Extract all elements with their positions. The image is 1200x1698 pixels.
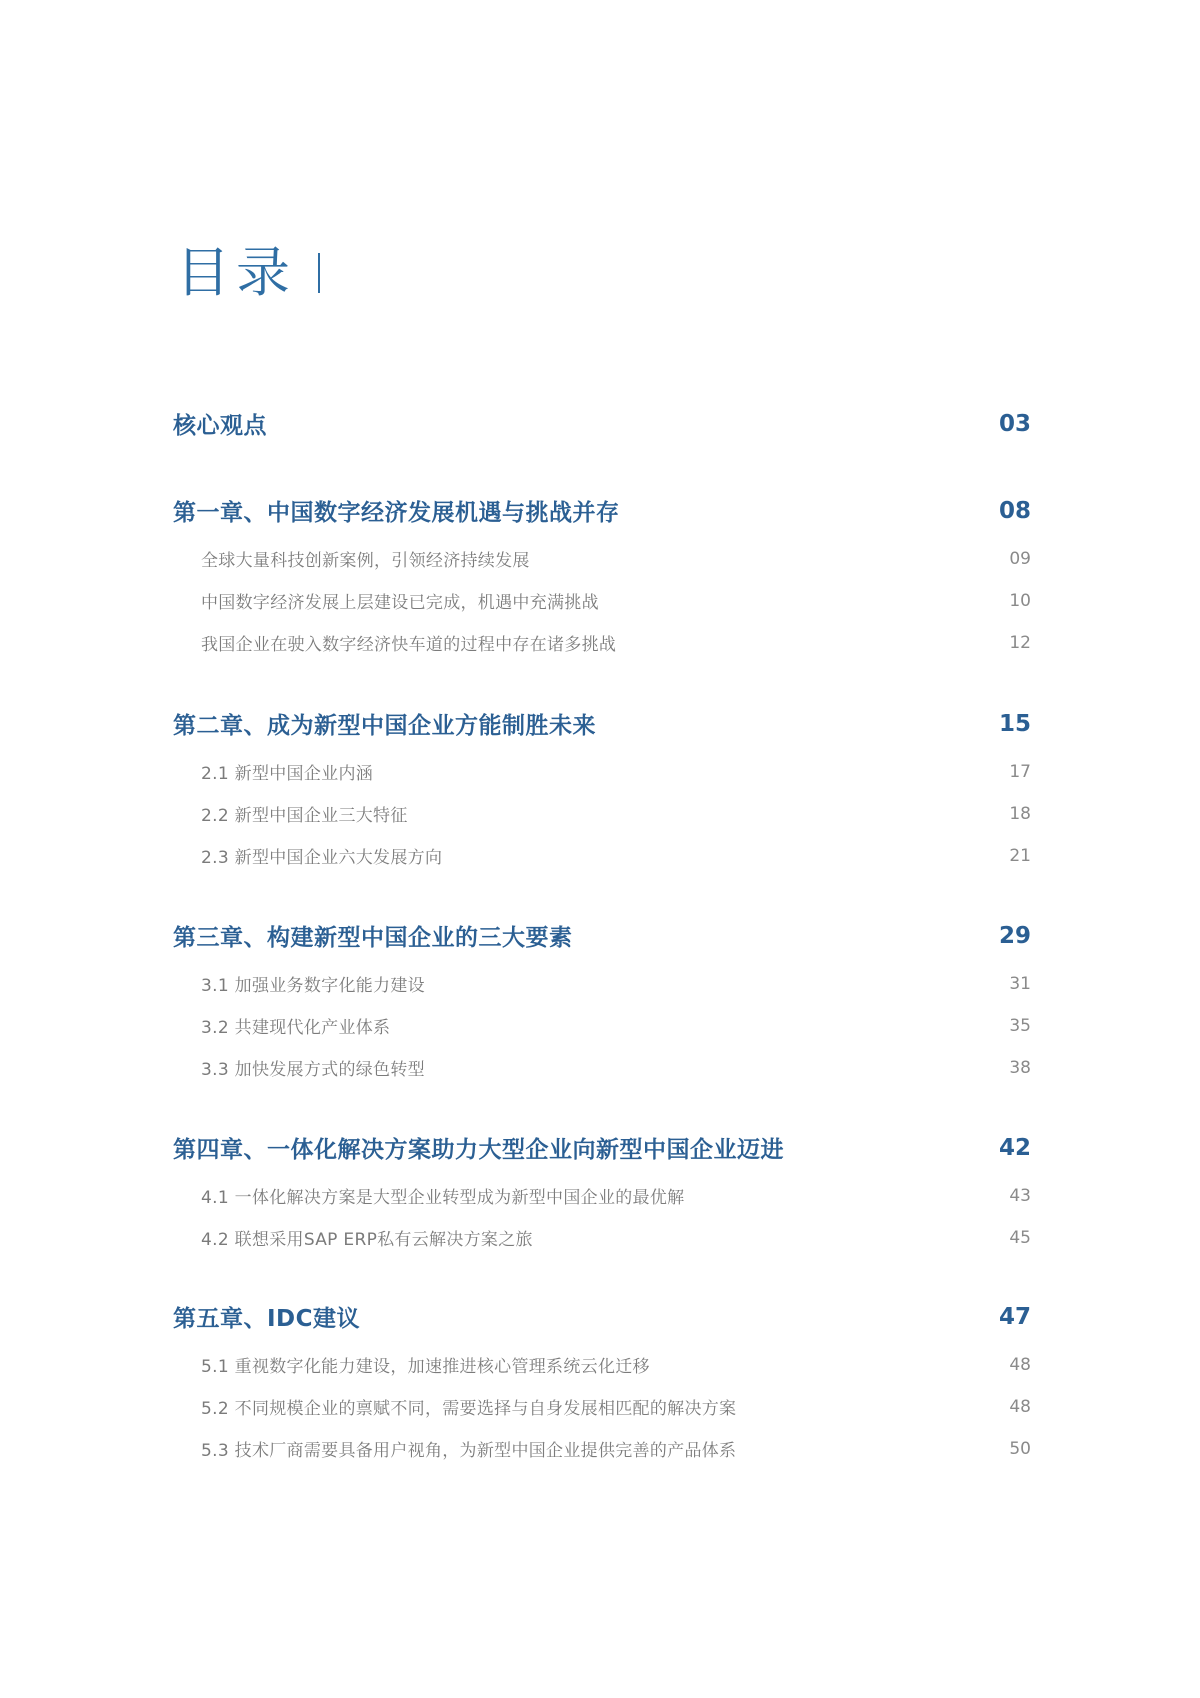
section-page-number: 21 xyxy=(1009,845,1031,866)
toc-entry-section[interactable] xyxy=(173,801,1031,826)
section-title: 3.3 加快发展方式的绿色转型 xyxy=(201,1060,425,1080)
chapter-title: 第三章、构建新型中国企业的三大要素 xyxy=(173,925,573,951)
section-title: 2.1 新型中国企业内涵 xyxy=(201,764,374,784)
section-page-number: 48 xyxy=(1009,1354,1031,1375)
section-title: 5.3 技术厂商需要具备用户视角，为新型中国企业提供完善的产品体系 xyxy=(201,1441,737,1461)
section-title: 全球大量科技创新案例，引领经济持续发展 xyxy=(201,551,530,571)
section-title: 中国数字经济发展上层建设已完成，机遇中充满挑战 xyxy=(201,593,599,613)
toc-entry-chapter-5[interactable] xyxy=(173,1300,1031,1333)
toc-entry-section[interactable] xyxy=(173,1183,1031,1208)
chapter-page-number: 15 xyxy=(998,710,1031,737)
section-page-number: 10 xyxy=(1009,590,1031,611)
toc-entry-core[interactable] xyxy=(173,407,1031,440)
toc-entry-chapter-4[interactable] xyxy=(173,1131,1031,1164)
section-title: 4.1 一体化解决方案是大型企业转型成为新型中国企业的最优解 xyxy=(201,1188,685,1208)
chapter-title: 核心观点 xyxy=(173,413,267,439)
section-page-number: 09 xyxy=(1009,548,1031,569)
toc-entry-chapter-1[interactable] xyxy=(173,494,1031,527)
toc-entry-section[interactable] xyxy=(173,1352,1031,1377)
chapter-page-number: 29 xyxy=(998,922,1031,949)
section-title: 4.2 联想采用SAP ERP私有云解决方案之旅 xyxy=(201,1230,533,1250)
title-row xyxy=(176,238,320,308)
page-title: 目录 xyxy=(176,241,296,304)
section-title: 2.2 新型中国企业三大特征 xyxy=(201,806,408,826)
toc-entry-section[interactable] xyxy=(173,546,1031,571)
section-page-number: 12 xyxy=(1009,632,1031,653)
section-page-number: 45 xyxy=(1009,1227,1031,1248)
toc-entry-section[interactable] xyxy=(173,1055,1031,1080)
section-page-number: 31 xyxy=(1009,973,1031,994)
chapter-page-number: 47 xyxy=(998,1303,1031,1330)
section-page-number: 43 xyxy=(1009,1185,1031,1206)
section-title: 5.1 重视数字化能力建设，加速推进核心管理系统云化迁移 xyxy=(201,1357,650,1377)
section-title: 我国企业在驶入数字经济快车道的过程中存在诸多挑战 xyxy=(201,635,617,655)
section-page-number: 17 xyxy=(1009,761,1031,782)
section-page-number: 48 xyxy=(1009,1396,1031,1417)
toc-entry-section[interactable] xyxy=(173,759,1031,784)
toc-entry-section[interactable] xyxy=(173,1225,1031,1250)
section-page-number: 18 xyxy=(1009,803,1031,824)
section-title: 3.1 加强业务数字化能力建设 xyxy=(201,976,425,996)
toc-entry-section[interactable] xyxy=(173,588,1031,613)
toc-entry-section[interactable] xyxy=(173,1013,1031,1038)
section-title: 5.2 不同规模企业的禀赋不同，需要选择与自身发展相匹配的解决方案 xyxy=(201,1399,737,1419)
toc-entry-section[interactable] xyxy=(173,971,1031,996)
chapter-page-number: 03 xyxy=(998,410,1031,437)
toc-entry-section[interactable] xyxy=(173,1394,1031,1419)
section-page-number: 35 xyxy=(1009,1015,1031,1036)
chapter-title: 第四章、一体化解决方案助力大型企业向新型中国企业迈进 xyxy=(173,1137,784,1163)
chapter-title: 第二章、成为新型中国企业方能制胜未来 xyxy=(173,713,596,739)
section-page-number: 50 xyxy=(1009,1438,1031,1459)
toc-entry-chapter-3[interactable] xyxy=(173,919,1031,952)
toc-entry-section[interactable] xyxy=(173,630,1031,655)
section-title: 2.3 新型中国企业六大发展方向 xyxy=(201,848,443,868)
toc-entry-section[interactable] xyxy=(173,843,1031,868)
toc-entry-chapter-2[interactable] xyxy=(173,707,1031,740)
section-title: 3.2 共建现代化产业体系 xyxy=(201,1018,391,1038)
toc-entry-section[interactable] xyxy=(173,1436,1031,1461)
chapter-page-number: 08 xyxy=(998,497,1031,524)
title-divider xyxy=(318,253,320,293)
chapter-title: 第五章、IDC建议 xyxy=(173,1306,361,1332)
chapter-title: 第一章、中国数字经济发展机遇与挑战并存 xyxy=(173,500,620,526)
section-page-number: 38 xyxy=(1009,1057,1031,1078)
chapter-page-number: 42 xyxy=(998,1134,1031,1161)
